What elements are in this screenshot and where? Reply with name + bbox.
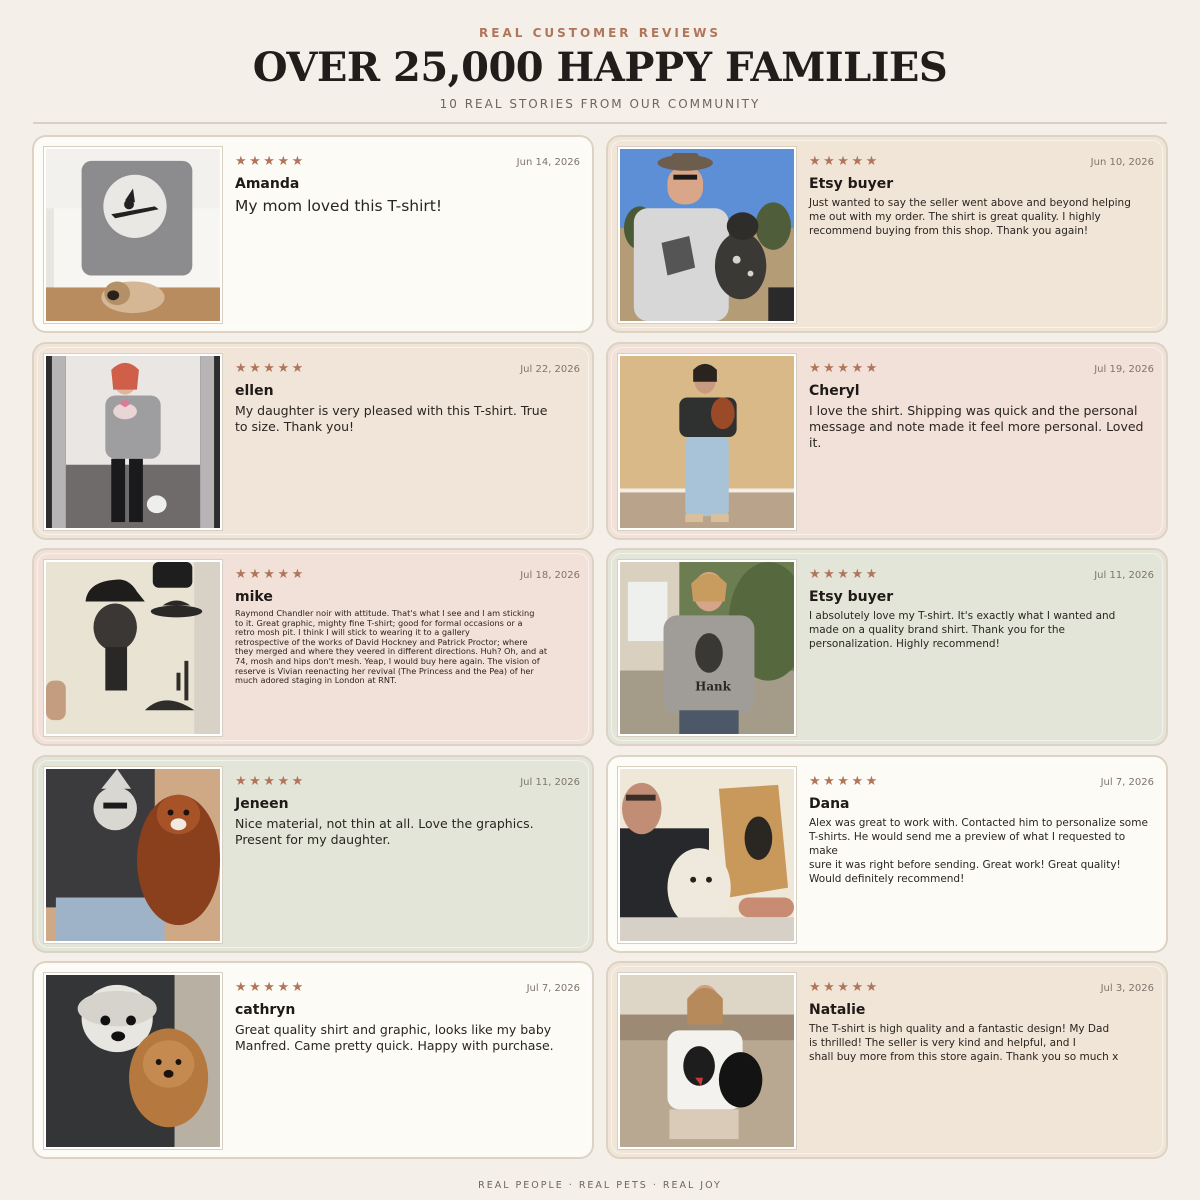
- reviewer-name: Dana: [809, 795, 850, 812]
- review-photo[interactable]: [43, 353, 223, 531]
- star-rating: ★★★★★: [809, 154, 880, 169]
- review-text: I love the shirt. Shipping was quick and the personal message and note made it feel more personal. Loved it.: [809, 402, 1144, 450]
- review-text: Nice material, not thin at all. Love the graphics. Present for my daughter.: [235, 815, 534, 847]
- review-card: [32, 135, 594, 333]
- reviewer-name: ellen: [235, 382, 274, 399]
- star-rating: ★★★★★: [809, 567, 880, 582]
- review-date: Jul 7, 2026: [1100, 776, 1154, 788]
- star-rating: ★★★★★: [235, 773, 306, 789]
- reviewer-name: mike: [235, 589, 273, 605]
- review-body: [235, 981, 580, 1147]
- review-date: Jul 11, 2026: [1094, 570, 1154, 581]
- review-date: Jul 19, 2026: [1094, 363, 1154, 375]
- reviewer-name: Jeneen: [235, 795, 289, 812]
- review-text: The T-shirt is high quality and a fantastic design! My Dad is thrilled! The seller is very kind and helpful, and I shall buy more from this store again. Thank you so much x: [809, 1023, 1119, 1063]
- review-card: [32, 961, 594, 1159]
- review-body: [809, 362, 1154, 528]
- reviewer-name: Etsy buyer: [809, 176, 894, 192]
- reviewer-name: Cheryl: [809, 382, 860, 399]
- review-card: [606, 135, 1168, 333]
- review-date: Jun 10, 2026: [1090, 157, 1154, 168]
- review-photo[interactable]: [617, 766, 797, 944]
- review-card: [32, 342, 594, 540]
- review-photo[interactable]: [617, 353, 797, 531]
- reviewer-name: Etsy buyer: [809, 589, 894, 605]
- footer-tagline: REAL PEOPLE · REAL PETS · REAL JOY: [478, 1180, 722, 1191]
- review-card: [606, 755, 1168, 953]
- divider: [33, 122, 1167, 124]
- review-photo[interactable]: [43, 972, 223, 1150]
- star-rating: ★★★★★: [809, 773, 880, 789]
- review-body: [235, 155, 580, 321]
- review-photo[interactable]: [617, 972, 797, 1150]
- review-card: [32, 755, 594, 953]
- shirt-print-text: Hank: [695, 679, 731, 694]
- review-date: Jun 14, 2026: [516, 157, 580, 168]
- review-photo[interactable]: [43, 146, 223, 324]
- review-body: [235, 775, 580, 941]
- review-date: Jul 11, 2026: [520, 776, 580, 788]
- reviewer-name: Amanda: [235, 176, 300, 192]
- star-rating: ★★★★★: [235, 154, 306, 169]
- review-body: [235, 362, 580, 528]
- review-grid: [32, 135, 1168, 1159]
- review-photo[interactable]: [617, 559, 797, 737]
- review-card: [606, 342, 1168, 540]
- review-card: [606, 961, 1168, 1159]
- review-date: Jul 22, 2026: [520, 363, 580, 375]
- review-date: Jul 7, 2026: [526, 983, 580, 994]
- review-card: [606, 548, 1168, 746]
- review-date: Jul 3, 2026: [1100, 983, 1154, 994]
- review-card: [32, 548, 594, 746]
- review-text: My mom loved this T-shirt!: [235, 197, 443, 215]
- review-body: [235, 568, 580, 734]
- star-rating: ★★★★★: [809, 360, 880, 376]
- review-body: [809, 568, 1154, 734]
- page-subtitle: 10 REAL STORIES FROM OUR COMMUNITY: [439, 97, 761, 111]
- page-title: OVER 25,000 HAPPY FAMILIES: [252, 44, 948, 91]
- review-date: Jul 18, 2026: [520, 570, 580, 581]
- star-rating: ★★★★★: [235, 567, 306, 582]
- review-text: My daughter is very pleased with this T-shirt. True to size. Thank you!: [235, 402, 548, 434]
- review-photo[interactable]: [617, 146, 797, 324]
- review-body: [809, 775, 1154, 941]
- review-text: Alex was great to work with. Contacted him to personalize some T-shirts. He would send me a preview of what I requested to make sure it was right before sending. Great work! Great quality! Would definitely recommend!: [809, 816, 1148, 885]
- review-text: I absolutely love my T-shirt. It's exactly what I wanted and made on a quality brand shirt. Thank you for the personalization. Highly recommend!: [809, 610, 1116, 650]
- star-rating: ★★★★★: [235, 980, 306, 995]
- reviewer-name: Natalie: [809, 1002, 866, 1018]
- eyebrow-label: REAL CUSTOMER REVIEWS: [479, 26, 721, 40]
- review-body: [809, 155, 1154, 321]
- review-photo[interactable]: [43, 766, 223, 944]
- review-text: Raymond Chandler noir with attitude. That's what I see and I am sticking to it. Great graphic, mighty fine T-shirt; good for formal occasions or a retro mosh pit. I think I will stick to wearing it to a gallery retrospective of the works of David Hockney and Patrick Proctor; where they merged and where they veered in different directions. Huh? Oh, and at 74, mosh and hips don't mesh. Yeap, I would buy here again. The vision of reserve is Vivian reenacting her revival (The Princess and the Pea) of her much adored staging in London at RNT.: [235, 608, 548, 686]
- review-text: Great quality shirt and graphic, looks like my baby Manfred. Came pretty quick. Happy with purchase.: [235, 1022, 554, 1053]
- star-rating: ★★★★★: [235, 360, 306, 376]
- review-body: [809, 981, 1154, 1147]
- reviewer-name: cathryn: [235, 1002, 296, 1018]
- star-rating: ★★★★★: [809, 980, 880, 995]
- review-photo[interactable]: [43, 559, 223, 737]
- review-text: Just wanted to say the seller went above and beyond helping me out with my order. The shirt is great quality. I highly recommend buying from this shop. Thank you again!: [809, 197, 1131, 237]
